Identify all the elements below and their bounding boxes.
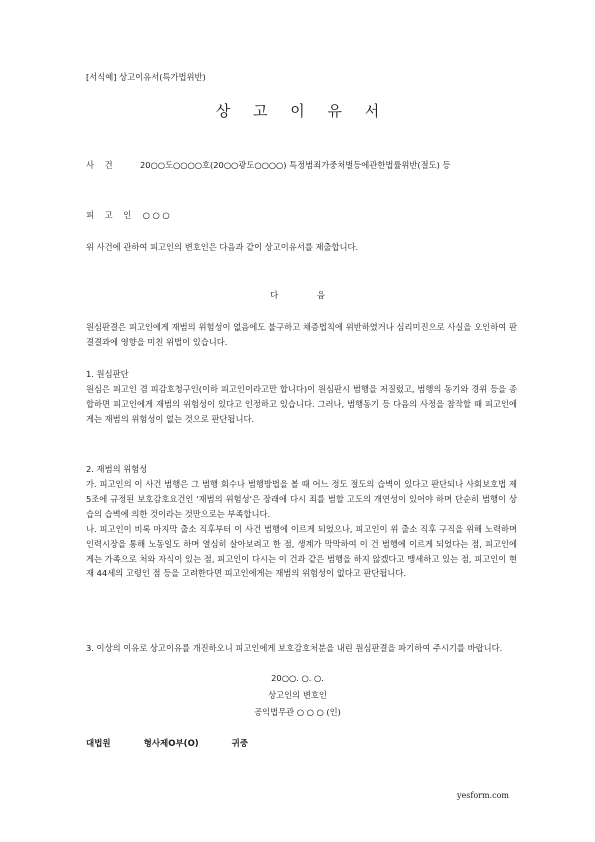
section2-para-a: 가. 피고인의 이 사건 범행은 그 범행 회수나 범행방법을 볼 때 어느 정도 절도의 습벽이 있다고 판단되나 사회보호법 제5조에 규정된 보호감호요건인 '재범의 위험성'은 장래에 다시 죄를 범할 고도의 개연성이 있어야 하며 단순히 범행이 상습의 습벽에 의한 것이라는 것만으로는 부족합니다.: [86, 479, 517, 519]
addressee-court: 대법원: [86, 739, 111, 749]
watermark: yesform.com: [457, 791, 509, 800]
addressee-suffix: 귀중: [231, 739, 249, 749]
summary-paragraph: 원심판결은 피고인에게 재범의 위험성이 없음에도 불구하고 채증법칙에 위반하였거나 심리미진으로 사실을 오인하여 판결결과에 영향을 미친 위법이 있습니다.: [86, 322, 517, 347]
defendant-value: ○ ○ ○: [142, 210, 170, 220]
case-field: [86, 158, 518, 172]
addressee: [86, 737, 278, 749]
section1-body: 원심은 피고인 겸 피감호청구인(이하 피고인이라고만 합니다)이 원심판시 범행을 저질렀고, 범행의 동기와 경위 등을 종합하면 피고인에게 재범의 위험성이 있다고 인정하고 있습니다. 그러나, 범행동기 등 다음의 사정을 참작할 때 피고인에게는 재범의 위험성이 없는 것으로 판단됩니다.: [86, 384, 517, 424]
case-label: 사 건: [86, 160, 117, 170]
section3-body: 3. 이상의 이유로 상고이유를 개진하오니 피고인에게 보호감호처분을 내린 원심판결을 파기하여 주시기를 바랍니다.: [86, 643, 503, 653]
signature-role: 상고인의 변호인: [268, 690, 327, 700]
case-value: 20○○도○○○○호(20○○광도○○○○) 특정범죄가중처벌등에관한법률위반(절도) 등: [140, 160, 451, 170]
section-heading: 다 음: [269, 291, 326, 301]
section2-title: 2. 재범의 위험성: [86, 464, 148, 474]
defendant-field: [86, 208, 170, 222]
section1-title: 1. 원심판단: [86, 369, 129, 379]
section2-para-b: 나. 피고인이 비록 마지막 출소 직후부터 이 사건 범행에 이르게 되었으나, 피고인이 위 출소 직후 구직을 위해 노력하며 인력시장을 통해 노동일도 하며 열심히 살아보려고 한 점, 생계가 막막하여 이 건 범행에 이르게 되었다는 점, 피고인에게는 가족으로 처와 자식이 있는 점, 피고인이 다시는 이 건과 같은 범행을 하지 않겠다고 맹세하고 있는 점, 피고인이 현재 44세의 고령인 점 등을 고려한다면 피고인에게는 재범의 위험성이 없다고 판단됩니다.: [86, 523, 517, 579]
section2-body: [86, 477, 517, 581]
signature-name: 공익법무관 ○ ○ ○ (인): [254, 707, 341, 717]
defendant-label: 피 고 인: [86, 210, 136, 220]
document-title: 상 고 이 유 서: [215, 102, 389, 120]
addressee-division: 형사제O부(O): [143, 739, 199, 749]
intro-paragraph: 위 사건에 관하여 피고인의 변호인은 다음과 같이 상고이유서를 제출합니다.: [86, 242, 359, 252]
form-tag: [서식예] 상고이유서(특가법위반): [86, 72, 206, 82]
signature-date: 20○○. ○. ○.: [271, 673, 324, 683]
